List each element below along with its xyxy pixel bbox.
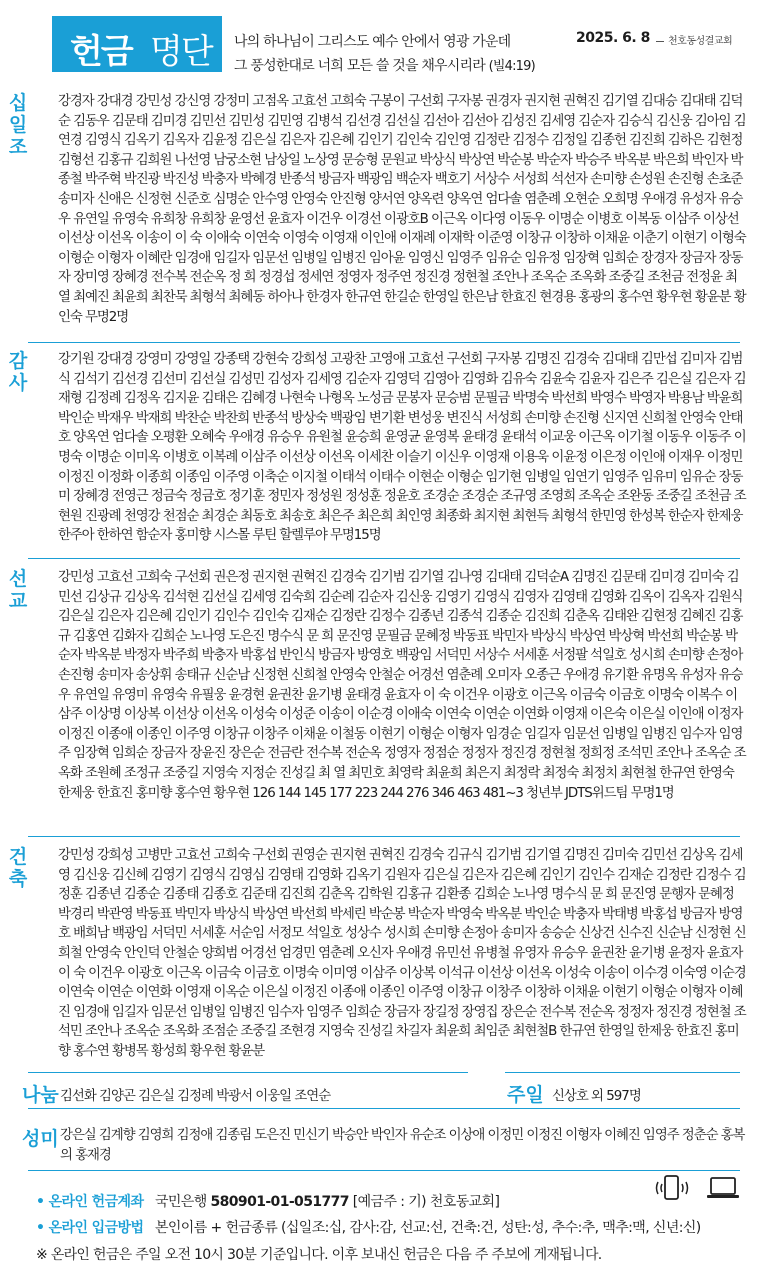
section-label-seongmi: 성미	[22, 1128, 59, 1150]
section-divider	[28, 558, 740, 559]
laptop-icon	[706, 1176, 740, 1204]
section-text-geonchuk: 강민성 강희성 고병만 고효선 고희숙 구선회 권영순 권지현 권혁진 김경숙 김규식 김기범 김기열 김명진 김미숙 김민선 김상옥 김세영 김신웅 김신혜 김영기 김영식 김영심 김영태 김영화 김옥기 김원자 김은실 김은자 김은혜 김인기 김인수 김재순 김정란 김정수 김정훈 김종년 김종순 김종태 김종호 김준태 김진희 김춘옥 김학원 김홍규 김환종 김희순 노나영 명수식 문 희 문진영 문행자 문혜정 박경리 박관영 박동표 박민자 박상식 박상연 박선희 박세린 박순봉 박순자 박영숙 박옥분 박인순 박충자 박태병 박홍섭 방금자 방영호 배희남 백광임 서덕민 서세훈 서순임 서정모 석일호 성상수 성시희 손미향 손정아 송미자 송승순 신상건 신수진 신순남 신정현 신희철 안영숙 안인덕 안철순 양희범 어경선 엄경민 염춘례 오신자 우애경 유민선 유병철 유영자 유승우 윤권찬 윤기병 윤정자 윤효자 이 숙 이건우 이광호 이근옥 이금숙 이금호 이명숙 이미영 이삼주 이상복 이석규 이선상 이선옥 이성숙 이송이 이수경 이숙영 이순경 이연숙 이연순 이연화 이영재 이옥순 이은실 이정진 이종애 이종인 이주영 이창규 이창주 이창하 이채윤 이현기 이형순 이형자 이혜진 임경애 임길자 임문선 임병일 임병진 임수자 임영주 임희순 장금자 장길정 장영집 장은순 전수복 전순옥 정정자 정진경 정현철 조석민 조안나 조옥순 조옥화 조점순 조중길 조현경 지영숙 진성길 차길자 최윤희 최임준 최현철B 한규연 한영일 한제웅 한효진 홍미향 홍수연 황병목 황성희 황우현 황윤분	[58, 848, 746, 1059]
section-text-seongmi: 강은실 김계향 김영희 김정애 김종림 도은진 민신기 박승안 박인자 유순조 이상애 이정민 이정진 이형자 이혜진 임영주 정춘순 홍복의 홍재경	[60, 1128, 745, 1163]
label-text: 감사	[8, 350, 28, 394]
title-light: 명단	[150, 32, 212, 72]
section-label-nanum: 나눔	[22, 1084, 59, 1106]
section-label-geonchuk	[8, 846, 34, 890]
header	[0, 0, 767, 80]
section-text-jui: 신상호 외 597명	[552, 1089, 641, 1104]
section-divider	[28, 342, 740, 343]
church-name: 천호동성결교회	[656, 32, 732, 47]
section-label-gamsa	[8, 350, 34, 394]
online-note: ※ 온라인 헌금은 주일 오전 10시 30분 기준입니다. 이후 보내신 헌금은 다음 주 주보에 게재됩니다.	[36, 1247, 602, 1263]
label-text: 십일조	[8, 92, 28, 158]
section-divider	[28, 1072, 468, 1073]
device-icons	[654, 1172, 744, 1204]
account-bank: 국민은행	[154, 1194, 207, 1210]
deposit-label: • 온라인 입금방법	[36, 1220, 144, 1236]
account-holder: [예금주 : 기) 천호동교회]	[352, 1194, 500, 1210]
section-divider	[28, 1108, 740, 1109]
title-banner	[52, 16, 222, 72]
label-text: 건축	[8, 846, 28, 890]
section-text-seongyo: 강민성 고효선 고희숙 구선회 권은정 권지현 권혁진 김경숙 김기범 김기열 김나영 김대태 김덕순A 김명진 김문태 김미경 김미숙 김민선 김상규 김상옥 김석현 김선실 김세영 김숙희 김순례 김순자 김신웅 김영기 김영식 김영자 김영태 김영화 김옥이 김옥자 김원식 김은실 김은자 김은혜 김인기 김인수 김인숙 김재순 김정란 김정수 김종년 김종석 김종순 김진희 김춘옥 김태완 김현정 김혜진 김홍규 김홍연 김화자 김희순 노나영 도은진 명수식 문 희 문진영 문필금 문혜정 박동표 박민자 박상식 박상연 박상혁 박선희 박순봉 박순자 박옥분 박정자 박주희 박충자 박홍섭 반인식 방금자 방영호 백광임 서덕민 서상수 서세훈 서정팔 석일호 성시희 손미향 손정아 손진형 송미자 송상휘 송태규 신순남 신정현 신희철 안영숙 안철순 어경선 염춘례 오미자 오종근 우애경 유기환 유명옥 유성자 유승우 유연일 유영미 유영숙 유필웅 윤경현 윤권찬 윤기병 윤태경 윤효자 이 숙 이건우 이광호 이근옥 이금숙 이금호 이명숙 이복수 이삼주 이상명 이상복 이선상 이선옥 이성숙 이성준 이송이 이순경 이애숙 이연숙 이연순 이연화 이영재 이은숙 이은실 이인애 이정자 이정진 이종애 이종인 이주영 이창규 이창주 이채윤 이철동 이현기 이형순 이형자 임경순 임길자 임문선 임병일 임병진 임수자 임영주 임장혁 임희순 장금자 장윤진 장은순 전금란 전수복 전순옥 정영자 정점순 정정자 정진경 정현철 정희정 조석민 조안나 조옥순 조옥화 조원혜 조정규 조중길 지영숙 지정순 진성길 최 열 최민호 최영락 최윤희 최은지 최정락 최정숙 최정치 최현철 한규연 한영숙 한제웅 한효진 홍미향 홍수연 황우현 126 144 145 177 223 244 276 346 463 481~3 청년부 JDTS위드팀 무명1명	[58, 570, 746, 801]
label-text: 선교	[8, 568, 28, 612]
phone-icon	[654, 1174, 690, 1206]
verse-ref: (빌4:19)	[488, 59, 535, 74]
verse	[234, 30, 564, 79]
section-label-jui: 주일	[507, 1084, 544, 1106]
deposit-method: 본인이름 + 헌금종류 (십일조:십, 감사:감, 선교:선, 건축:건, 성탄:성, 추수:추, 맥추:맥, 신년:신)	[154, 1220, 701, 1236]
title-bold: 헌금	[70, 32, 132, 72]
section-label-sipiljo	[8, 92, 34, 158]
account-label: • 온라인 헌금계좌	[36, 1194, 144, 1210]
account-number[interactable]: 580901-01-051777	[210, 1194, 349, 1210]
verse-line1: 나의 하나님이 그리스도 예수 안에서 영광 가운데	[234, 34, 511, 50]
section-text-nanum: 김선화 김양곤 김은실 김정례 박광서 이웅일 조연순	[60, 1089, 331, 1104]
section-label-seongyo	[8, 568, 34, 612]
section-divider	[28, 1170, 740, 1171]
bulletin-date: 2025. 6. 8	[576, 30, 650, 46]
section-divider	[505, 1072, 740, 1073]
section-text-gamsa: 강기원 강대경 강영미 강영일 강종택 강현숙 강희성 고광찬 고영애 고효선 구선회 구자봉 김명진 김경숙 김대태 김만섭 김미자 김범식 김석기 김선경 김선미 김선실 김성민 김성자 김세영 김순자 김영덕 김영아 김영화 김유숙 김윤숙 김윤자 김은주 김은실 김은자 김재형 김정례 김정옥 김지윤 김태은 김혜경 나현숙 나형옥 노성금 문봉자 문승범 문필금 박명숙 박선희 박영수 박영자 박용남 박윤희 박인순 박재우 박재희 박찬순 박찬희 반종석 방상숙 백광임 변기환 변성웅 변진식 서성희 손미향 손진형 신지연 신희철 안영숙 안태호 양옥연 엄다솔 오평환 오혜숙 우애경 유승우 유원철 윤승희 윤영균 윤영복 윤태경 윤태석 이교웅 이근옥 이기철 이동우 이동주 이명숙 이명순 이미옥 이병호 이복례 이삼주 이선상 이선옥 이세찬 이슬기 이신우 이영재 이용욱 이윤정 이은정 이인애 이재우 이정민 이정진 이정화 이종희 이종임 이주영 이축순 이지철 이태석 이태수 이현순 이형순 임기현 임병일 임연기 임영주 임유미 임유순 장동미 장혜경 전영근 정금숙 정금호 정기훈 정민자 정성원 정성훈 정윤호 조경순 조경순 조규영 조영희 조옥순 조완동 조중길 조천금 조현원 진광례 천영강 천점순 최경순 최동호 최송호 최은주 최은희 최인영 최종화 최지현 최현득 최형석 한민영 한성복 한순자 한제웅 한주아 한하연 함순자 홍미향 시스몰 루틴 할렐루야 무명15명	[58, 352, 746, 544]
online-deposit-line	[36, 1217, 701, 1237]
section-text-sipiljo: 강경자 강대경 강민성 강신영 강정미 고점옥 고효선 고희숙 구봉이 구선회 구자봉 권경자 권지현 권혁진 김기열 김대승 김대태 김덕순 김동우 김문태 김미경 김민선 김민성 김민영 김병석 김선경 김선실 김선아 김선아 김성진 김세영 김순자 김승식 김신웅 김아임 김연경 김영식 김옥기 김옥자 김윤정 김은실 김은자 김은혜 김인기 김인숙 김인영 김정란 김정수 김정일 김종헌 김진희 김하은 김현정 김형선 김홍규 김희원 나선영 남궁소현 남상일 노상영 문승형 문원교 박상식 박상연 박순봉 박순자 박승주 박옥분 박은희 박인자 박종철 박주혁 박진광 박진성 박충자 박혜경 반종석 방금자 백광임 백순자 백호기 서상수 서성희 석선자 손미향 손성원 손진형 손초준 송미자 신애은 신정현 신준호 심명순 안수영 안영숙 안진형 양서연 양옥련 양옥연 엄다솔 염춘례 오현순 오희명 우애경 유성자 유승우 유연일 유영숙 유희창 유희창 윤영선 윤효자 이건우 이경선 이광호B 이근옥 이다영 이동우 이명순 이병호 이복동 이삼주 이상선 이선상 이선옥 이송이 이 숙 이애숙 이연숙 이영숙 이영재 이인애 이재례 이재학 이준영 이창규 이창하 이채윤 이춘기 이현기 이형숙 이형순 이형자 이혜란 임경애 임길자 임문선 임병일 임병진 임아윤 임영신 임영주 임유순 임유정 임장혁 임희순 장경자 장금자 장동자 장미영 장혜경 전수복 전순옥 정 희 정경섭 정세연 정영자 정주연 정진경 정현철 조안나 조옥순 조옥화 조중길 조천금 전정윤 최 열 최예진 최윤희 최찬묵 최형석 최혜동 하아나 한경자 한규연 한길순 한영일 한은남 한효진 현경용 홍광의 홍수연 황우현 황윤분 황인숙 무명2명	[58, 94, 746, 325]
verse-line2: 그 풍성한대로 너희 모든 쓸 것을 채우시리라	[234, 58, 485, 74]
section-divider	[28, 836, 740, 837]
online-account-line	[36, 1191, 499, 1211]
